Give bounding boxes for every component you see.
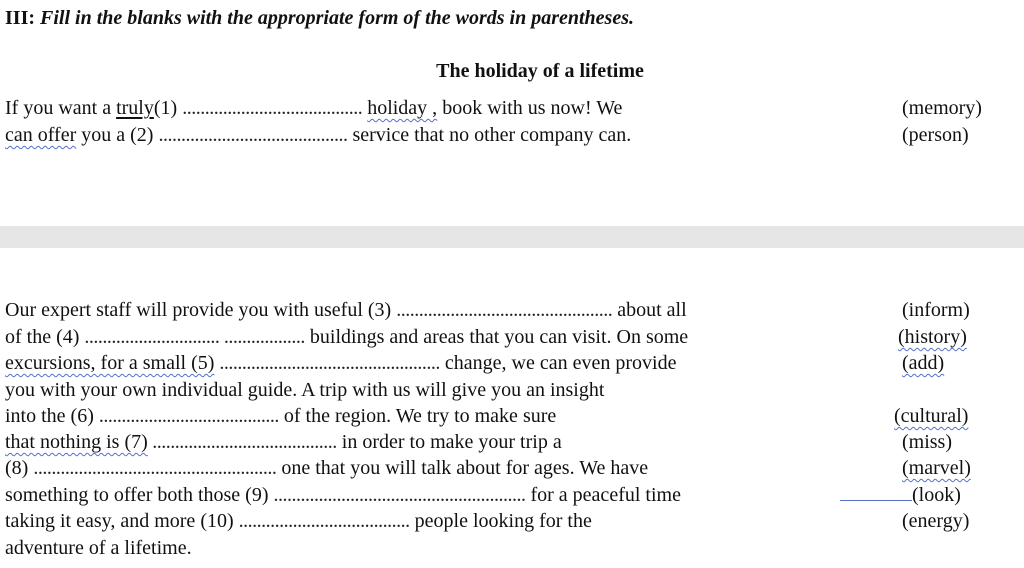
line-text: change, we can even provide [439, 352, 677, 374]
line-text: in order to make your trip a [336, 431, 562, 453]
passage-line-12 [5, 536, 192, 560]
line-text: into the (6) [5, 405, 99, 427]
answer-blank-3[interactable]: ................................................ [396, 299, 613, 321]
word-cue-6 [894, 404, 968, 428]
passage-line-6 [5, 378, 604, 402]
line-text: Our expert staff will provide you with useful (3) [5, 299, 397, 321]
document-page-bottom [0, 248, 1024, 568]
answer-blank-8[interactable]: ...................................................... [33, 457, 277, 479]
word-cue-8 [902, 456, 971, 480]
word-cue-5 [902, 351, 944, 375]
line-text: that nothing is (7) [5, 431, 148, 453]
answer-blank-10[interactable]: ...................................... [238, 510, 410, 532]
flagged-word: holiday , [367, 97, 438, 119]
line-text: excursions, for a small (5) [5, 352, 215, 374]
line-text: of the region. We try to make sure [278, 405, 557, 427]
passage-line-7 [5, 404, 556, 428]
word-cue-3: (inform) [902, 299, 970, 321]
line-text: people looking for the [409, 510, 592, 532]
line-text: of the (4) [5, 326, 85, 348]
line-text: one that you will talk about for ages. We have [276, 457, 649, 479]
exercise-instruction: Fill in the blanks with the appropriate form of the words in parentheses. [40, 7, 634, 29]
flag-underline [840, 494, 912, 501]
exercise-number: III: [5, 7, 36, 29]
line-text: If you want a [5, 97, 117, 119]
line-text: something to offer both those (9) [5, 484, 274, 506]
word-cue-9 [840, 483, 961, 507]
answer-blank-9[interactable]: ........................................................ [273, 484, 526, 506]
line-text: buildings and areas that you can visit. On some [304, 326, 689, 348]
document-page-top [0, 0, 1024, 226]
line-text: taking it easy, and more (10) [5, 510, 239, 532]
cue-text: (add) [902, 352, 945, 374]
answer-blank-6[interactable]: ........................................ [98, 405, 279, 427]
word-cue-2: (person) [902, 124, 969, 146]
passage-line-3 [5, 298, 687, 322]
passage-line-10 [5, 483, 681, 507]
passage-title: The holiday of a lifetime [436, 60, 644, 82]
cue-text: (marvel) [902, 457, 971, 479]
word-cue-1: (memory) [902, 97, 982, 119]
line-text: you a (2) [76, 124, 159, 146]
blank-number: (1) [153, 97, 183, 119]
cue-text: (look) [912, 484, 961, 506]
cue-text: (history) [898, 326, 967, 348]
underlined-word: truly [116, 97, 154, 119]
word-cue-7: (miss) [902, 431, 952, 453]
passage-line-5 [5, 351, 676, 375]
line-text: about all [612, 299, 687, 321]
answer-blank-4[interactable]: .............................. .................. [84, 326, 305, 348]
word-cue-4 [898, 325, 967, 349]
answer-blank-7[interactable]: ......................................... [147, 431, 337, 453]
flagged-phrase: can offer [5, 124, 77, 146]
answer-blank-2[interactable]: .......................................... [158, 124, 348, 146]
page-break [0, 226, 1024, 248]
passage-line-8 [5, 430, 562, 454]
line-text: service that no other company can. [347, 124, 632, 146]
line-text: book with us now! We [437, 97, 623, 119]
passage-line-2 [5, 123, 631, 147]
answer-blank-5[interactable]: ................................................. [219, 352, 440, 374]
line-text: adventure of a lifetime. [5, 537, 192, 559]
word-cue-10: (energy) [902, 510, 970, 532]
passage-line-1 [5, 96, 622, 120]
line-text: for a peaceful time [525, 484, 681, 506]
passage-line-4 [5, 325, 688, 349]
answer-blank-1[interactable]: ........................................ [182, 97, 363, 119]
cue-text: (cultural) [894, 405, 969, 427]
passage-line-11 [5, 509, 592, 533]
line-text: (8) [5, 457, 34, 479]
passage-line-9 [5, 456, 648, 480]
line-text: you with your own individual guide. A trip with us will give you an insight [5, 379, 605, 401]
exercise-heading [5, 6, 634, 30]
